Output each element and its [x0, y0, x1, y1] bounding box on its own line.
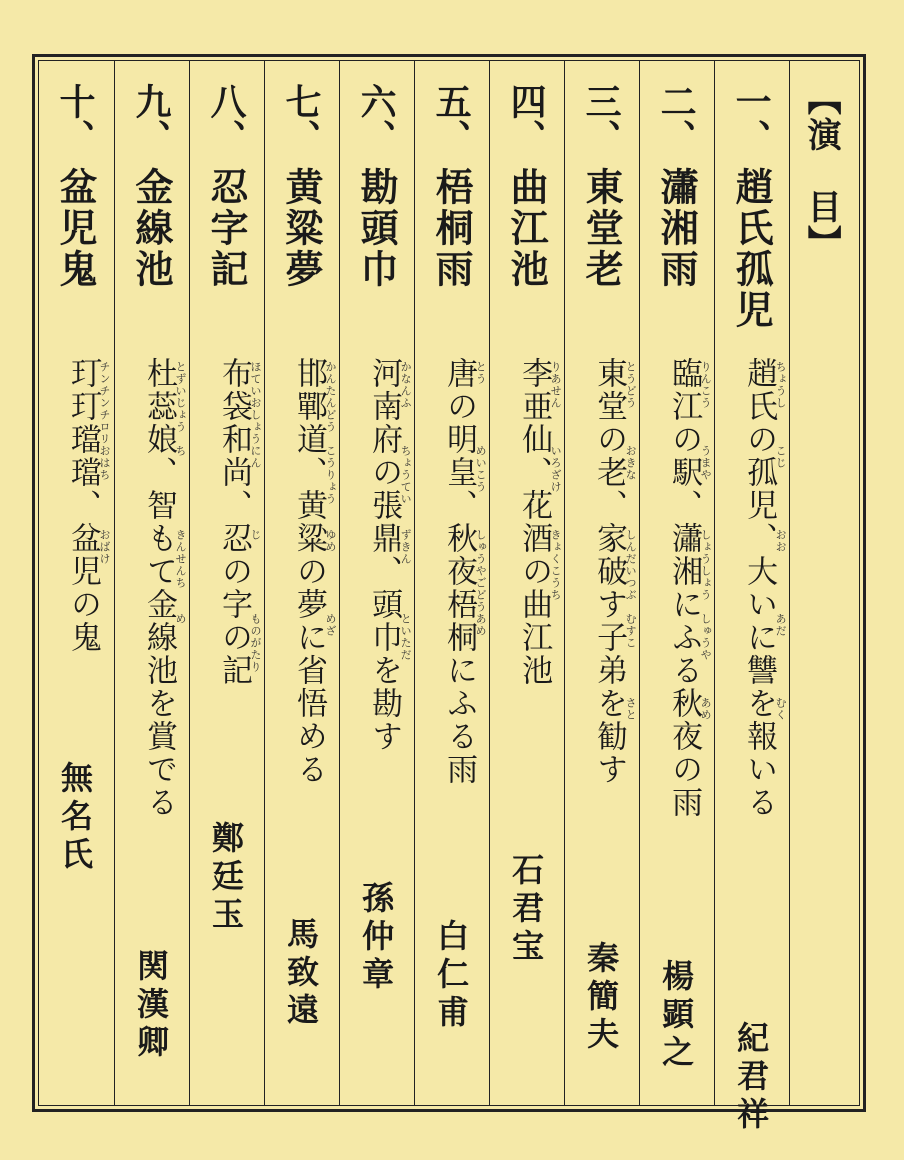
furigana-reading: じ [249, 529, 263, 541]
play-author: 石君宝 [507, 853, 546, 967]
play-description: 杜蕊娘、智もて金線池を賞でる [141, 357, 178, 819]
play-description: 東堂の老、家破す子弟を勧す [591, 357, 628, 786]
play-description: 李亜仙、花酒の曲江池 [516, 357, 553, 687]
play-column [189, 61, 264, 1105]
furigana-reading: きょくこうち [549, 529, 563, 601]
furigana-reading: こうりょう [324, 445, 338, 505]
furigana-reading: しょうしょう [699, 529, 713, 601]
furigana-reading: めざ [324, 613, 338, 637]
furigana-reading: さと [624, 697, 638, 721]
furigana-reading: め [174, 613, 188, 625]
play-column [564, 61, 639, 1105]
furigana-reading: うまや [699, 445, 713, 481]
furigana-reading: おはち [98, 445, 111, 481]
furigana-reading: こじ [774, 445, 788, 469]
play-number: 七、 [280, 83, 323, 155]
play-title: 梧桐雨 [429, 167, 475, 290]
furigana-reading: とう [474, 361, 488, 385]
play-column [264, 61, 339, 1105]
play-title: 瀟湘雨 [654, 167, 700, 290]
furigana-reading: あめ [699, 697, 713, 721]
play-description: 河南府の張鼎、頭巾を勘す [366, 357, 403, 753]
play-description: 玎玎璫璫、盆児の鬼 [65, 357, 101, 654]
furigana-reading: いろざけ [549, 445, 563, 493]
play-author: 白仁甫 [432, 919, 471, 1033]
play-column [39, 61, 114, 1105]
furigana-reading: しゅうやごどう [474, 529, 488, 613]
furigana-reading: とうどう [624, 361, 638, 409]
play-title: 勘頭巾 [354, 167, 400, 290]
play-title: 曲江池 [504, 167, 550, 290]
furigana-reading: チンチンチロリ [98, 361, 111, 445]
furigana-reading: むく [774, 697, 788, 721]
play-number: 三、 [580, 83, 623, 155]
play-number: 二、 [655, 83, 698, 155]
furigana-reading: にん [249, 445, 263, 469]
play-title: 黄粱夢 [279, 167, 325, 290]
play-description: 唐の明皇、秋夜梧桐にふる雨 [441, 357, 478, 786]
play-description: 臨江の駅、瀟湘にふる秋夜の雨 [666, 357, 703, 819]
play-title: 金線池 [129, 167, 175, 290]
furigana-reading: めいこう [474, 445, 488, 493]
play-title: 趙氏孤児 [729, 167, 775, 331]
furigana-reading: とずいじょう [174, 361, 188, 433]
play-author: 鄭廷玉 [207, 821, 246, 935]
play-column [714, 61, 789, 1135]
play-author: 秦簡夫 [582, 941, 621, 1055]
furigana-reading: ちょうし [774, 361, 788, 409]
play-description: 趙氏の孤児、大いに讐を報いる [741, 357, 778, 819]
furigana-reading: りあせん [549, 361, 563, 409]
furigana-reading: あめ [474, 613, 488, 637]
play-author: 関漢卿 [132, 949, 171, 1063]
play-number: 九、 [130, 83, 173, 155]
play-description: 布袋和尚、忍の字の記 [216, 357, 253, 687]
play-number: 四、 [505, 83, 548, 155]
furigana-reading: おお [774, 529, 788, 553]
header-column [789, 61, 859, 1105]
play-author: 楊顕之 [657, 959, 696, 1073]
furigana-reading: りんこう [699, 361, 713, 409]
furigana-reading: ちょうてい [399, 445, 413, 505]
play-number: 五、 [430, 83, 473, 155]
furigana-reading: かんたんどう [324, 361, 338, 433]
furigana-reading: おきな [624, 445, 638, 481]
furigana-reading: ほていおしょう [249, 361, 263, 445]
play-author: 無名氏 [56, 761, 94, 875]
play-column [414, 61, 489, 1105]
play-number: 一、 [730, 83, 773, 155]
play-author: 孫仲章 [357, 881, 396, 995]
play-column [339, 61, 414, 1105]
furigana-reading: ち [174, 445, 188, 457]
furigana-reading: かなんふ [399, 361, 413, 409]
furigana-reading: ものがたり [249, 613, 263, 673]
program-table [38, 60, 860, 1135]
play-description: 邯鄲道、黄粱の夢に省悟める [291, 357, 328, 786]
play-author: 馬致遠 [282, 917, 321, 1031]
play-number: 十、 [54, 83, 96, 155]
play-column [114, 61, 189, 1105]
play-column [489, 61, 564, 1105]
program-header: 【演 目】 [801, 81, 842, 261]
furigana-reading: おばけ [98, 529, 111, 565]
furigana-reading: ずきん [399, 529, 413, 565]
furigana-reading: むすこ [624, 613, 638, 649]
play-title: 東堂老 [579, 167, 625, 290]
furigana-reading: ゆめ [324, 529, 338, 553]
furigana-reading: しんだいつぶ [624, 529, 638, 601]
play-number: 八、 [205, 83, 248, 155]
furigana-reading: しゅうや [699, 613, 713, 661]
play-title: 盆児鬼 [53, 167, 98, 290]
play-number: 六、 [355, 83, 398, 155]
furigana-reading: といただ [399, 613, 413, 661]
play-column [639, 61, 714, 1105]
furigana-reading: きんせんち [174, 529, 188, 589]
play-author: 紀君祥 [732, 1021, 771, 1135]
play-title: 忍字記 [204, 167, 250, 290]
furigana-reading: あだ [774, 613, 788, 637]
